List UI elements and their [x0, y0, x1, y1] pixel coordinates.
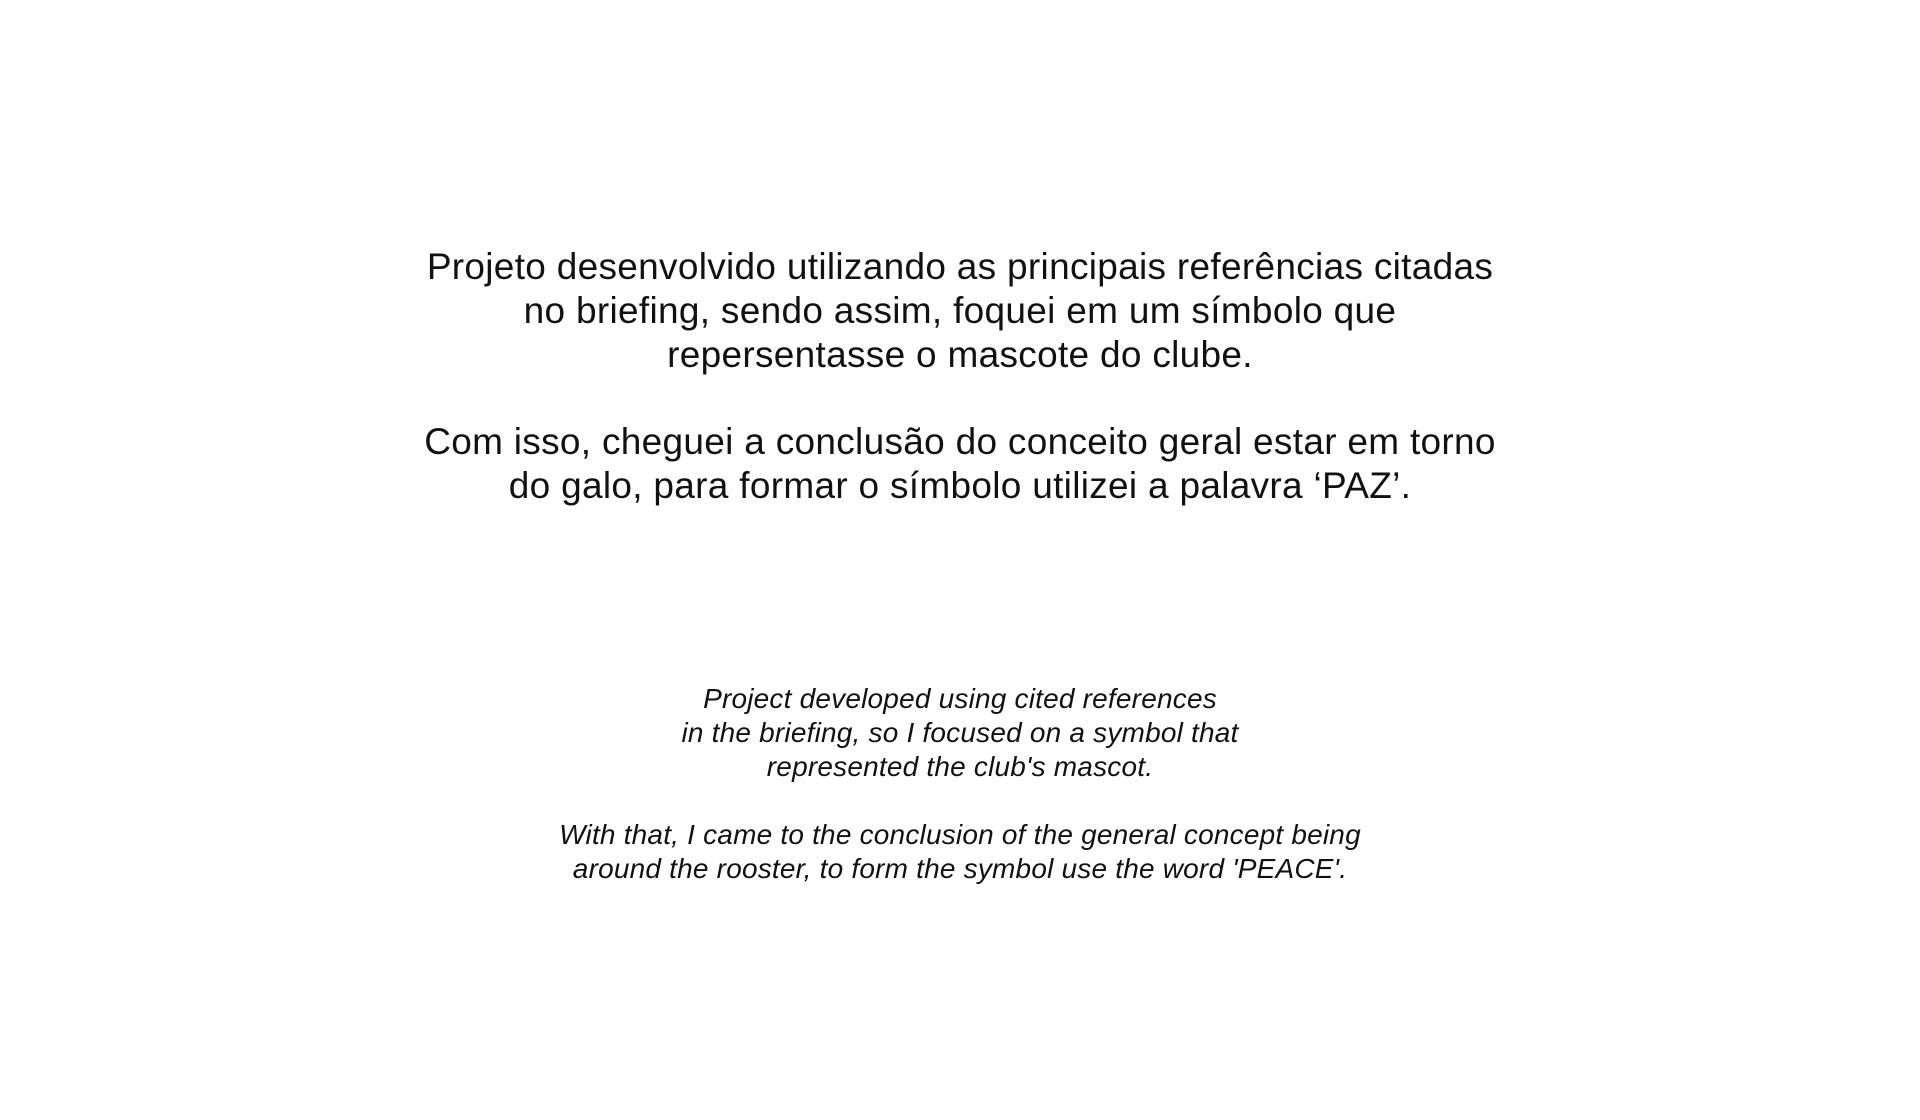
text-line: Project developed using cited references [703, 683, 1217, 714]
english-text-block [0, 682, 1920, 886]
english-paragraph-1 [0, 682, 1920, 784]
text-line: no briefing, sendo assim, foquei em um símbolo que [523, 290, 1397, 331]
portuguese-paragraph-1 [0, 245, 1920, 377]
text-line: represented the club's mascot. [766, 751, 1154, 782]
text-line: in the briefing, so I focused on a symbol that [681, 717, 1239, 748]
text-line: repersentasse o mascote do clube. [667, 334, 1253, 375]
text-line: Com isso, cheguei a conclusão do conceito geral estar em torno [424, 421, 1496, 462]
text-line: around the rooster, to form the symbol use the word 'PEACE'. [572, 853, 1348, 884]
text-line: do galo, para formar o símbolo utilizei a palavra ‘PAZ’. [508, 465, 1412, 506]
english-paragraph-2 [0, 818, 1920, 886]
portuguese-text-block [0, 245, 1920, 508]
text-line: Projeto desenvolvido utilizando as principais referências citadas [426, 246, 1494, 287]
text-line: With that, I came to the conclusion of the general concept being [559, 819, 1361, 850]
portuguese-paragraph-2 [0, 420, 1920, 508]
